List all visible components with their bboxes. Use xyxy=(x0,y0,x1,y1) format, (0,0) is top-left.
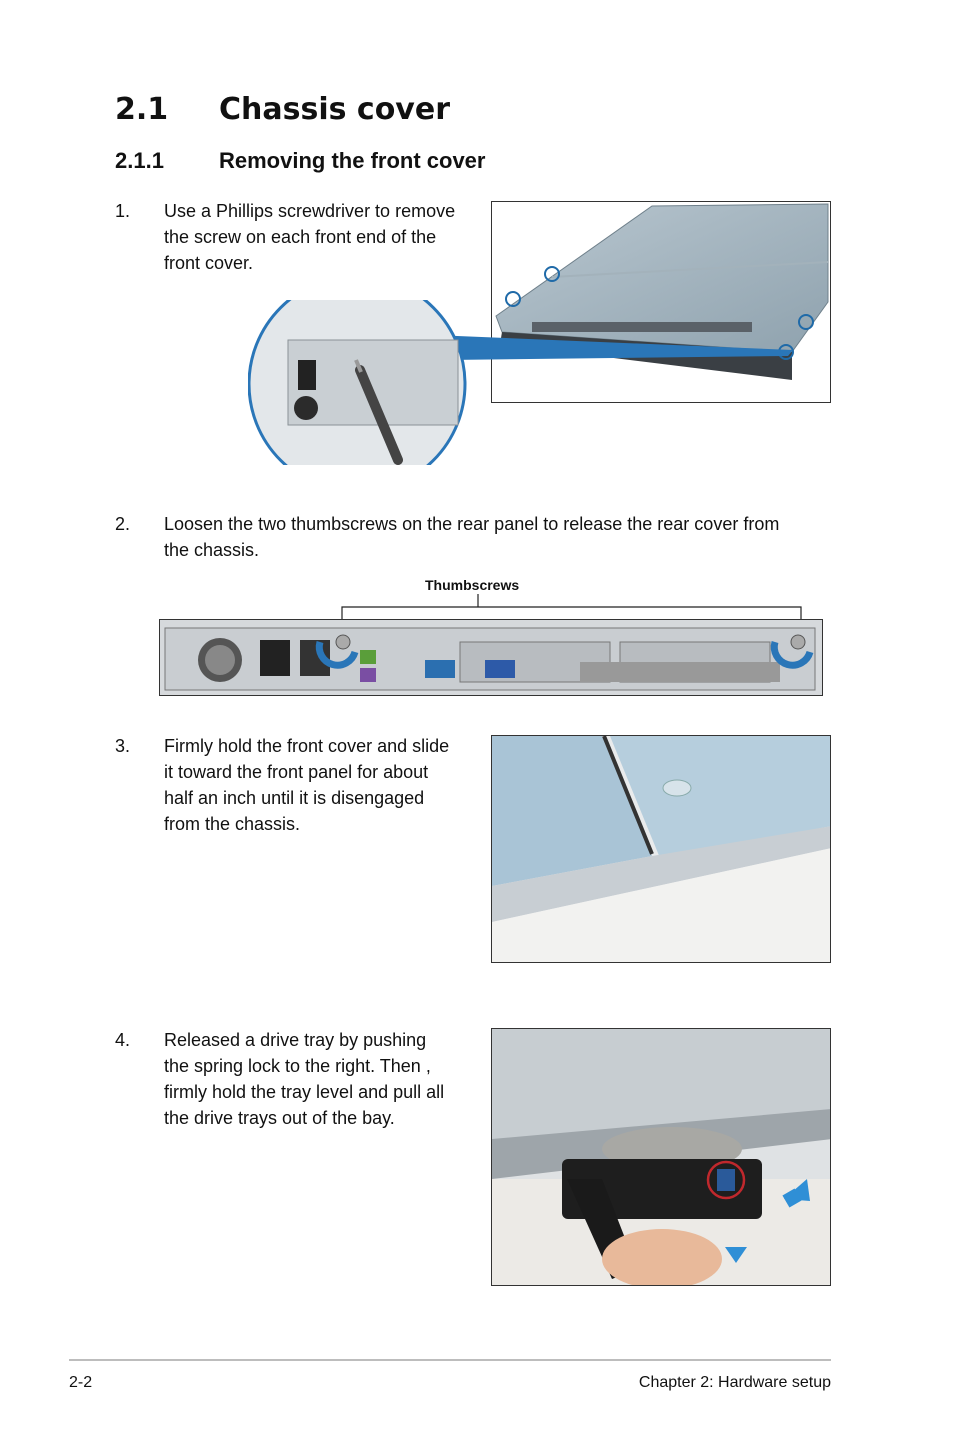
subsection-heading xyxy=(115,148,485,174)
step-text xyxy=(164,511,779,563)
thumbscrews-label: Thumbscrews xyxy=(425,577,520,593)
chapter-label: Chapter 2: Hardware setup xyxy=(638,1374,831,1391)
zoom-callout xyxy=(248,300,808,465)
step-line: it toward the front panel for about xyxy=(164,762,429,782)
rear-panel-illustration xyxy=(160,620,823,696)
rear-panel-photo xyxy=(159,619,823,696)
step-text xyxy=(164,1027,444,1131)
drive-tray-illustration xyxy=(492,1029,831,1286)
step-4 xyxy=(115,1027,485,1133)
step-text xyxy=(164,733,449,837)
page-number: 2-2 xyxy=(69,1374,93,1391)
cover-slide-illustration xyxy=(492,736,831,963)
step-number: 4. xyxy=(115,1030,131,1050)
step-line: Released a drive tray by pushing xyxy=(164,1030,427,1050)
step-line: the spring lock to the right. Then , xyxy=(164,1056,431,1076)
step-line: half an inch until it is disengaged xyxy=(164,788,425,808)
step-line: the drive trays out of the bay. xyxy=(164,1108,395,1128)
step-line: Use a Phillips screwdriver to remove xyxy=(164,201,456,221)
step-number: 1. xyxy=(115,201,131,221)
section-heading xyxy=(115,92,450,127)
step-1 xyxy=(115,198,485,278)
step-line: the chassis. xyxy=(164,540,260,560)
section-number: 2.1 xyxy=(115,92,169,127)
subsection-title: Removing the front cover xyxy=(219,148,486,173)
step-number: 2. xyxy=(115,514,131,534)
step-line: front cover. xyxy=(164,253,254,273)
step-number: 3. xyxy=(115,736,131,756)
step-line: firmly hold the tray level and pull all xyxy=(164,1082,445,1102)
footer-rule xyxy=(69,1359,831,1361)
step-3 xyxy=(115,733,485,839)
step-line: Loosen the two thumbscrews on the rear panel to release the rear cover from xyxy=(164,514,780,534)
step-line: from the chassis. xyxy=(164,814,301,834)
step-text xyxy=(164,198,455,276)
section-title: Chassis cover xyxy=(219,92,451,127)
cover-slide-photo xyxy=(491,735,831,963)
drive-tray-photo xyxy=(491,1028,831,1286)
step-line: Firmly hold the front cover and slide xyxy=(164,736,450,756)
step-line: the screw on each front end of the xyxy=(164,227,437,247)
step-2 xyxy=(115,511,835,565)
subsection-number: 2.1.1 xyxy=(115,148,164,173)
